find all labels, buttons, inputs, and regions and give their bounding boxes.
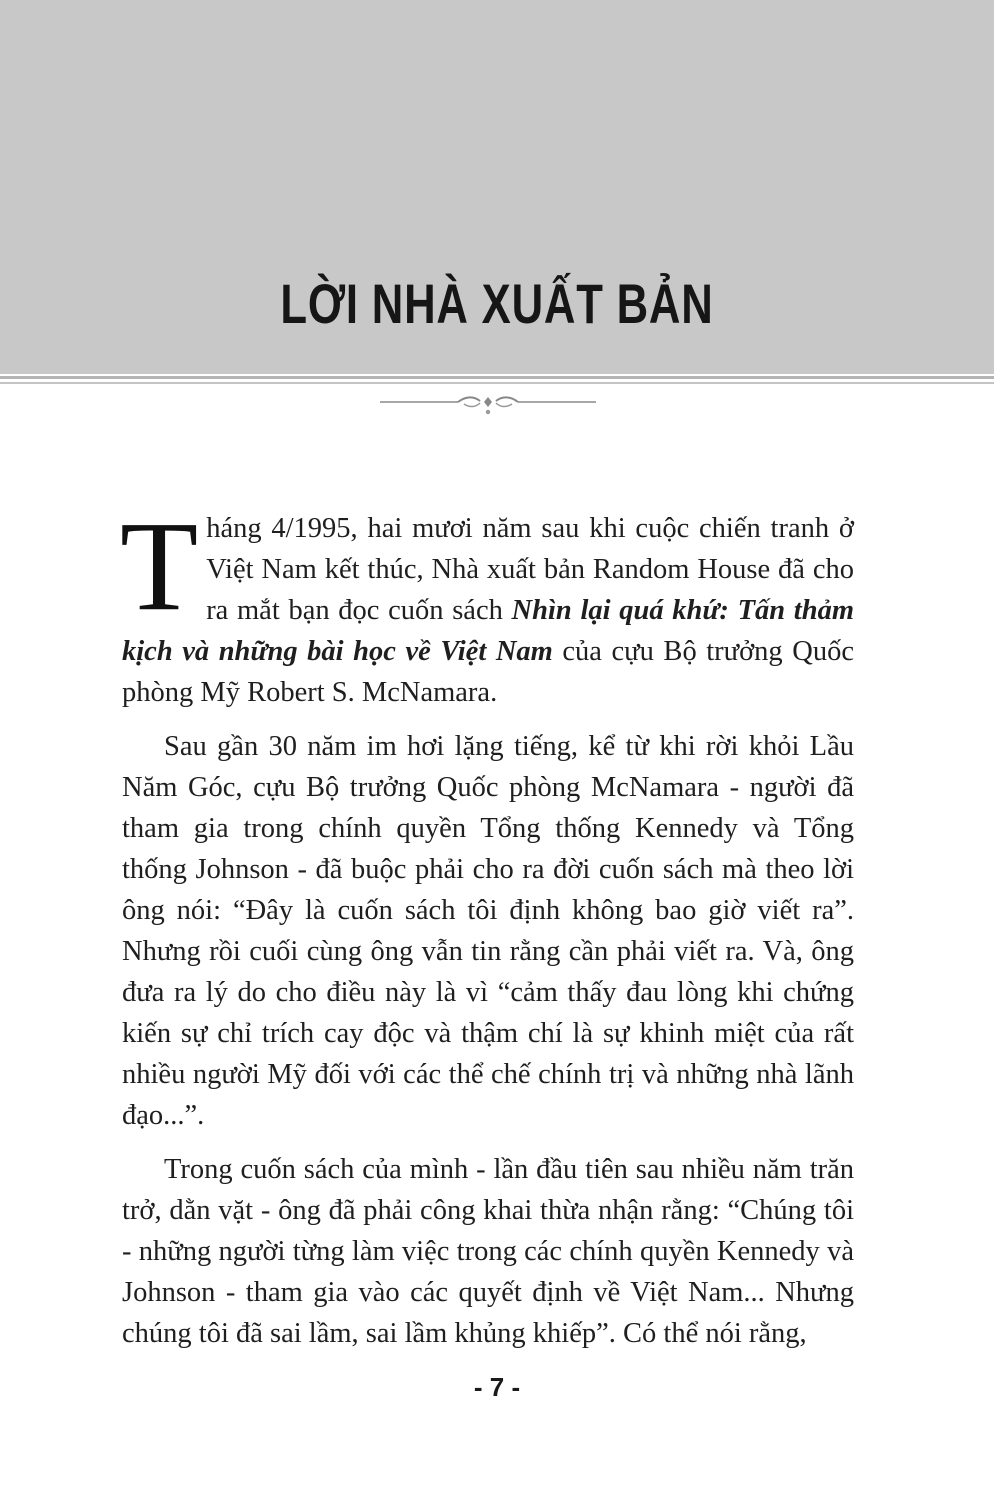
chapter-title: LỜI NHÀ XUẤT BẢN [280,272,714,335]
paragraph-1 [120,495,854,713]
drop-cap: T [120,495,199,637]
paragraph-3: Trong cuốn sách của mình - lần đầu tiên sau nhiều năm trăn trở, dằn vặt - ông đã phải công khai thừa nhận rằng: “Chúng tôi - những người từng làm việc trong các chính quyền Kennedy và Johnson - tham gia vào các quyết định về Việt Nam... Nhưng chúng tôi đã sai lầm, sai lầm khủng khiếp”. Có thể nói rằng, [122,1154,854,1349]
body-text [120,495,854,1367]
paragraph-2: Sau gần 30 năm im hơi lặng tiếng, kể từ khi rời khỏi Lầu Năm Góc, cựu Bộ trưởng Quốc phòng McNamara - người đã tham gia trong chính quyền Tổng thống Kennedy và Tổng thống Johnson - đã buộc phải cho ra đời cuốn sách mà theo lời ông nói: “Đây là cuốn sách tôi định không bao giờ viết ra”. Nhưng rồi cuối cùng ông vẫn tin rằng cần phải viết ra. Và, ông đưa ra lý do cho điều này là vì “cảm thấy đau lòng khi chứng kiến sự chỉ trích cay độc và thậm chí là sự khinh miệt của rất nhiều người Mỹ đối với các thể chế chính trị và những nhà lãnh đạo...”. [122,731,854,1131]
book-title: Nhìn lại quá khứ: Tấn thảm kịch và những bài học về Việt Nam [122,595,854,667]
header-rule-top [0,376,994,379]
header-rule-bottom [0,382,994,384]
flourish-ornament-icon [380,393,596,417]
paragraph-1-tail: của cựu Bộ trưởng Quốc phòng Mỹ Robert S. McNamara. [122,636,854,708]
paragraph-1-lead: háng 4/1995, hai mươi năm sau khi cuộc chiến tranh ở Việt Nam kết thúc, Nhà xuất bản Random House đã cho ra mắt bạn đọc cuốn sách [206,513,854,626]
page-number: - 7 - [473,1372,521,1402]
